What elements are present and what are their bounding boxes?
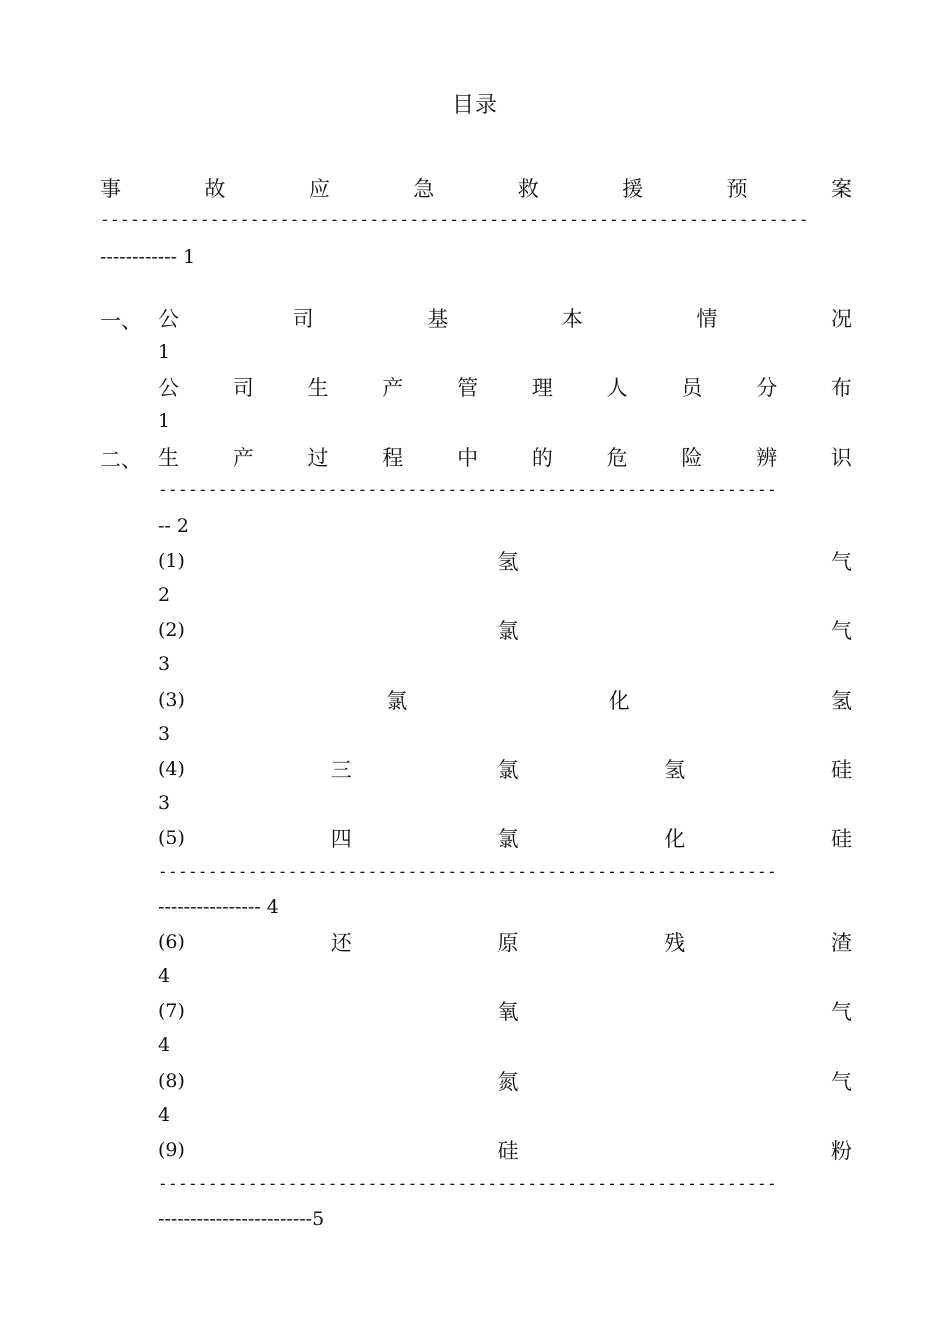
- entry-char: 产: [382, 376, 404, 400]
- entry-char: 渣: [830, 931, 852, 955]
- entry-char: 应: [308, 177, 330, 201]
- entry-char: 化: [664, 827, 686, 851]
- entry-char: 气: [830, 1070, 852, 1094]
- entry-char: 氯: [497, 619, 519, 643]
- toc-entry-hazard-identification[interactable]: [158, 442, 852, 472]
- entry-char: 生: [158, 446, 179, 470]
- page-number: ------------------------5: [158, 1208, 325, 1230]
- entry-char: 救: [517, 177, 539, 201]
- entry-char: 产: [232, 446, 254, 470]
- entry-char: 本: [561, 307, 583, 331]
- entry-char: 氯: [497, 758, 519, 782]
- page-number: 1: [158, 341, 171, 363]
- toc-title: 目录: [451, 93, 498, 118]
- entry-char: 情: [696, 307, 718, 331]
- toc-entry-silicon-tetrachloride[interactable]: [158, 823, 852, 853]
- entry-char: 分: [756, 376, 778, 400]
- entry-char: 氢: [497, 550, 519, 574]
- entry-char: 氯: [497, 827, 519, 851]
- entry-char: 预: [726, 177, 748, 201]
- entry-char: 程: [382, 446, 404, 470]
- toc-entry-main[interactable]: [100, 173, 852, 203]
- toc-entry-company-info[interactable]: [158, 303, 852, 333]
- item-label: (1): [158, 550, 185, 572]
- entry-char: 氯: [386, 689, 408, 713]
- entry-char: 员: [681, 376, 703, 400]
- toc-entry-chlorine[interactable]: [158, 615, 852, 645]
- entry-char: 生: [307, 376, 329, 400]
- toc-entry-silicon-powder[interactable]: [158, 1135, 852, 1165]
- entry-char: 故: [204, 177, 226, 201]
- entry-char: 识: [830, 446, 852, 470]
- entry-char: 援: [622, 177, 644, 201]
- entry-char: 险: [681, 446, 703, 470]
- page-number: 3: [158, 653, 171, 675]
- page-number: 4: [158, 965, 171, 987]
- section-number: 一、: [100, 309, 142, 333]
- item-label: (6): [158, 931, 185, 953]
- toc-entry-hydrogen[interactable]: [158, 546, 852, 576]
- entry-char: 硅: [830, 827, 852, 851]
- toc-entry-nitrogen[interactable]: [158, 1066, 852, 1096]
- entry-char: 气: [830, 1000, 852, 1024]
- entry-char: 粉: [830, 1139, 852, 1163]
- entry-char: 四: [330, 827, 352, 851]
- entry-char: 过: [307, 446, 329, 470]
- item-label: (7): [158, 1000, 185, 1022]
- entry-char: 基: [427, 307, 449, 331]
- toc-entry-trichlorosilane[interactable]: [158, 754, 852, 784]
- page-number: ------------ 1: [100, 246, 196, 268]
- dot-leader: --------------------------------------------------------------: [158, 1174, 777, 1193]
- dot-leader: --------------------------------------------------------------: [158, 480, 777, 499]
- entry-char: 危: [606, 446, 628, 470]
- entry-char: 司: [232, 376, 254, 400]
- item-label: (4): [158, 758, 185, 780]
- page-number: 4: [158, 1104, 171, 1126]
- entry-char: 氢: [664, 758, 686, 782]
- entry-char: 辨: [756, 446, 778, 470]
- entry-char: 公: [158, 307, 179, 331]
- dot-leader: -----------------------------------------------------------------------: [100, 210, 809, 229]
- item-label: (9): [158, 1139, 185, 1161]
- toc-entry-staff-distribution[interactable]: [158, 372, 852, 402]
- entry-char: 气: [830, 550, 852, 574]
- item-label: (8): [158, 1070, 185, 1092]
- entry-char: 氧: [497, 1000, 519, 1024]
- page-number: 3: [158, 792, 171, 814]
- entry-char: 公: [158, 376, 179, 400]
- toc-entry-reduction-residue[interactable]: [158, 927, 852, 957]
- page-number: 1: [158, 410, 171, 432]
- entry-char: 三: [330, 758, 352, 782]
- entry-char: 氢: [831, 689, 852, 713]
- item-label: (2): [158, 619, 185, 641]
- entry-char: 人: [606, 376, 628, 400]
- entry-char: 况: [830, 307, 852, 331]
- entry-char: 事: [100, 177, 121, 201]
- page-number: 4: [158, 1034, 171, 1056]
- toc-entry-hydrogen-chloride[interactable]: [158, 685, 852, 715]
- entry-char: 急: [413, 177, 435, 201]
- entry-char: 硅: [830, 758, 852, 782]
- page-number: -- 2: [158, 515, 189, 537]
- toc-entry-oxygen[interactable]: [158, 996, 852, 1026]
- section-number: 二、: [100, 448, 142, 472]
- entry-char: 化: [608, 689, 630, 713]
- entry-char: 还: [330, 931, 352, 955]
- entry-char: 原: [497, 931, 519, 955]
- entry-char: 布: [830, 376, 852, 400]
- entry-char: 理: [531, 376, 553, 400]
- dot-leader: --------------------------------------------------------------: [158, 862, 777, 881]
- item-label: (5): [158, 827, 185, 849]
- entry-char: 案: [830, 177, 852, 201]
- entry-char: 中: [457, 446, 479, 470]
- page-number: 3: [158, 723, 171, 745]
- entry-char: 的: [531, 446, 553, 470]
- entry-char: 司: [292, 307, 314, 331]
- entry-char: 残: [664, 931, 686, 955]
- page-number: 2: [158, 584, 171, 606]
- entry-char: 硅: [497, 1139, 519, 1163]
- page-number: ---------------- 4: [158, 896, 279, 918]
- entry-char: 管: [457, 376, 479, 400]
- entry-char: 氮: [497, 1070, 519, 1094]
- entry-char: 气: [830, 619, 852, 643]
- item-label: (3): [158, 689, 185, 711]
